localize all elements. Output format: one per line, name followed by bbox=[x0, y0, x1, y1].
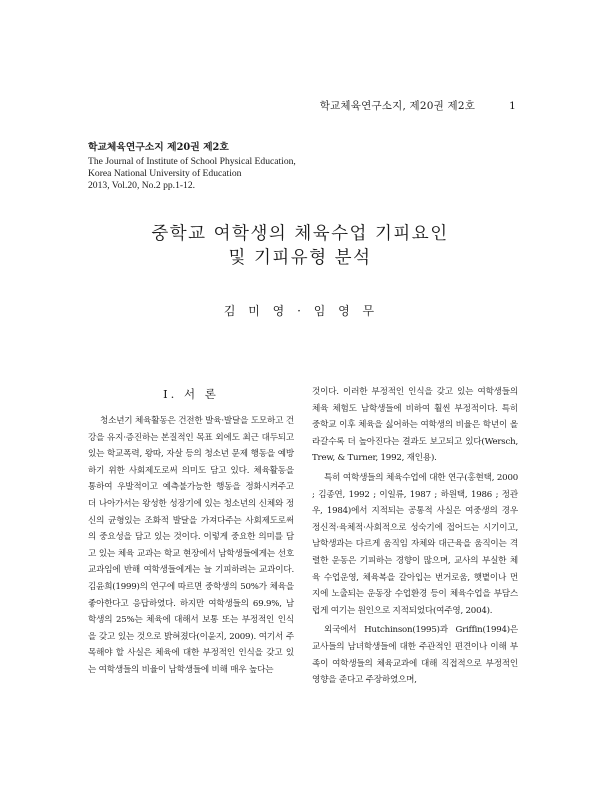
authors: 김 미 영 · 임 영 무 bbox=[223, 304, 377, 318]
citation-line-1: The Journal of Institute of School Physical Education, bbox=[88, 156, 296, 167]
journal-name: 학교체육연구소지, 제20권 제2호 bbox=[319, 100, 476, 112]
paper-title bbox=[0, 222, 600, 270]
paragraph: 특히 여학생들의 체육수업에 대한 연구(홍현택, 2000 ; 김종연, 1992 ; 이일류, 1987 ; 하원택, 1986 ; 정관우, 1984)에서 지적되는 공통적 사실은 여중생의 경우 정신적·육체적·사회적으로 성숙기에 접어드는 시기이고, 남학생과는 다르게 움직임 자체와 대근육을 움직이는 격렬한 운동은 기피하는 경향이 많으며, 교사의 부실한 체육 수업운영, 체육복을 갈아입는 번거로움, 햇볕이나 먼지에 노출되는 운동장 수업환경 등이 체육수업을 부담스럽게 여기는 원인으로 지적되었다(여주영, 2004). bbox=[312, 472, 518, 616]
paragraph: 청소년기 체육활동은 건전한 발육·발달을 도모하고 건강을 유지·증진하는 본질적인 목표 외에도 최근 대두되고 있는 학교폭력, 왕따, 자살 등의 청소년 문제 행동을 예방하기 위한 사회제도로써 의미도 담고 있다. 체육활동을 통하여 우발적이고 예측불가능한 행동을 정화시켜주고 더 나아가서는 왕성한 성장기에 있는 청소년의 신체와 정신의 균형있는 조화적 발달을 가져다주는 사회제도로써의 중요성을 담고 있는 것이다. 이렇게 중요한 의미를 담고 있는 체육 교과는 학교 현장에서 남학생들에게는 선호 교과임에 반해 여학생들에게는 늘 기피하려는 교과이다. 김윤희(1999)의 연구에 따르면 중학생의 50%가 체육을 좋아한다고 응답하였다. 하지만 여학생들의 69.9%, 남학생의 25%는 체육에 대해서 보통 또는 부정적인 인식을 갖고 있는 것으로 밝혀졌다(이윤지, 2009). 여기서 주목해야 할 사실은 체육에 대한 부정적인 인식을 갖고 있는 여학생들의 비율이 남학생들에 비해 매우 높다는 bbox=[88, 416, 294, 675]
paragraph: 것이다. 이러한 부정적인 인식을 갖고 있는 여학생들의 체육 체험도 남학생들에 비하여 훨씬 부정적이다. 특히 중학교 이후 체육을 싫어하는 여학생의 비율은 학년이 올라갈수록 더 높아진다는 결과도 보고되고 있다(Wersch, Trew, & Turner, 1992, 재인용). bbox=[312, 387, 518, 464]
paragraph: 외국에서 Hutchinson(1995)과 Griffin(1994)은 교사들의 남녀학생들에 대한 주관적인 편견이나 이해 부족이 여학생들의 체육교과에 대해 직접적으로 부정적인 영향을 준다고 주장하였으며, bbox=[312, 625, 518, 686]
citation-line-3: 2013, Vol.20, No.2 pp.1-12. bbox=[88, 180, 196, 191]
citation-line-2: Korea National University of Education bbox=[88, 168, 242, 179]
title-line-1: 중학교 여학생의 체육수업 기피요인 bbox=[151, 224, 449, 244]
right-column bbox=[312, 384, 518, 689]
citation-block bbox=[88, 142, 296, 192]
page-number: 1 bbox=[509, 100, 516, 112]
left-column bbox=[88, 384, 294, 679]
citation-korean: 학교체육연구소지 제20권 제2호 bbox=[88, 142, 229, 153]
running-head bbox=[320, 98, 516, 113]
title-line-2: 및 기피유형 분석 bbox=[228, 248, 372, 268]
section-heading: Ⅰ. 서 론 bbox=[163, 387, 219, 401]
